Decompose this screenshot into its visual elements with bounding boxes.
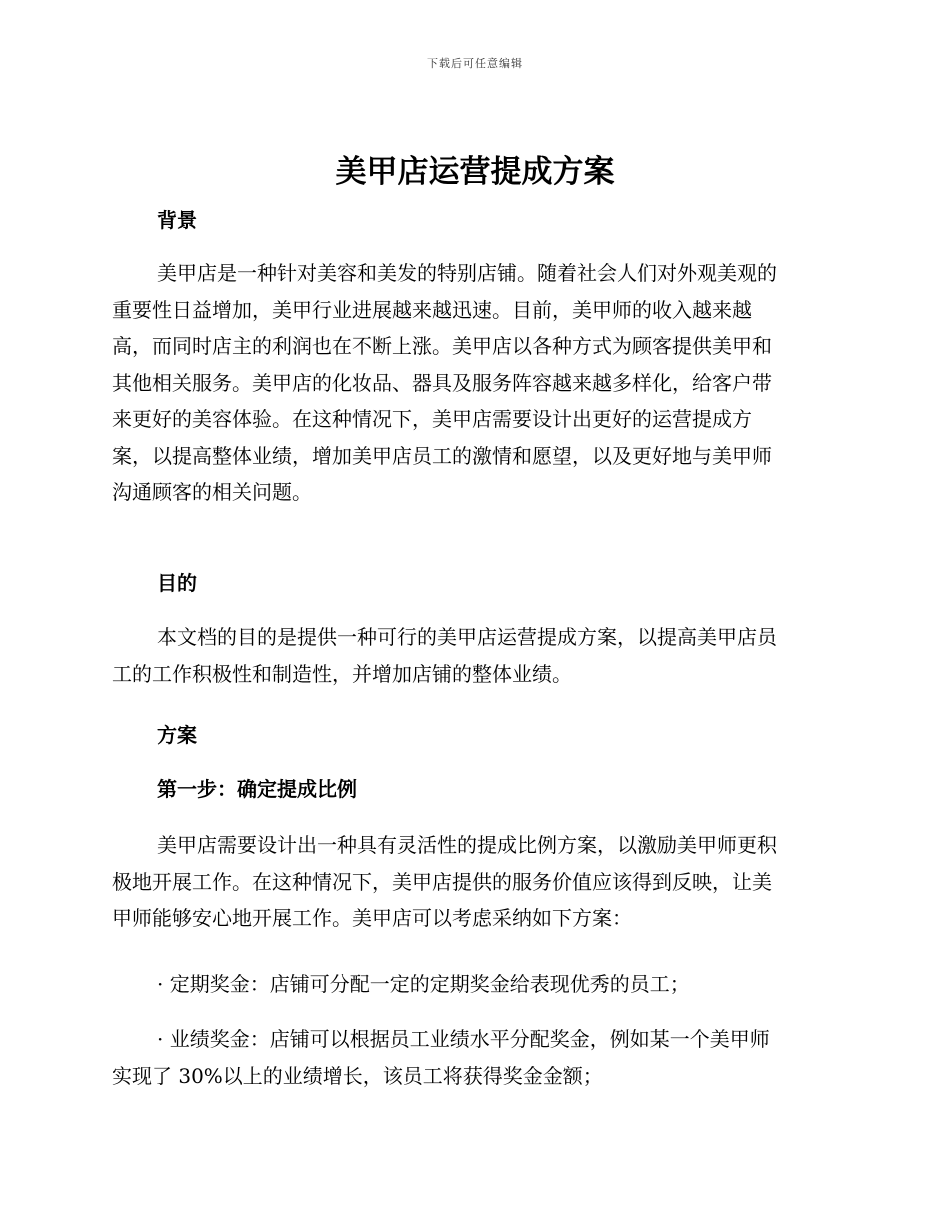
paragraph-line: 案，以提高整体业绩，增加美甲店员工的激情和愿望，以及更好地与美甲师	[112, 443, 772, 468]
paragraph-line: 美甲店是一种针对美容和美发的特别店铺。随着社会人们对外观美观的	[157, 261, 777, 285]
paragraph-line: 其他相关服务。美甲店的化妆品、器具及服务阵容越来越多样化，给客户带	[112, 370, 772, 395]
bullet-line: · 定期奖金：店铺可分配一定的定期奖金给表现优秀的员工；	[157, 972, 690, 996]
paragraph-line: 重要性日益增加，美甲行业进展越来越迅速。目前，美甲师的收入越来越	[112, 297, 752, 322]
paragraph-line: 甲师能够安心地开展工作。美甲店可以考虑采纳如下方案：	[112, 906, 632, 930]
paragraph-line: 高，而同时店主的利润也在不断上涨。美甲店以各种方式为顾客提供美甲和	[112, 334, 772, 358]
bullet-line: · 业绩奖金：店铺可以根据员工业绩水平分配奖金，例如某一个美甲师	[157, 1027, 770, 1051]
bullet-item-regular-bonus	[112, 966, 830, 1003]
paragraph-line: 本文档的目的是提供一种可行的美甲店运营提成方案，以提高美甲店员	[157, 625, 777, 649]
section-heading-background: 背景	[157, 208, 197, 232]
section-heading-purpose: 目的	[157, 571, 197, 595]
step1-paragraph	[112, 827, 830, 937]
background-paragraph	[112, 255, 830, 511]
paragraph-line: 沟通顾客的相关问题。	[112, 480, 312, 504]
subsection-heading-step1: 第一步：确定提成比例	[157, 777, 357, 801]
document-title: 美甲店运营提成方案	[335, 154, 615, 190]
purpose-paragraph	[112, 619, 830, 692]
bullet-line: 实现了 30%以上的业绩增长，该员工将获得奖金金额；	[112, 1063, 603, 1088]
paragraph-line: 极地开展工作。在这种情况下，美甲店提供的服务价值应该得到反映，让美	[112, 869, 772, 894]
paragraph-line: 工的工作积极性和制造性，并增加店铺的整体业绩。	[112, 661, 572, 686]
bullet-item-performance-bonus	[112, 1021, 830, 1094]
page-header-note: 下载后可任意编辑	[427, 57, 523, 70]
section-heading-plan: 方案	[157, 723, 197, 747]
paragraph-line: 美甲店需要设计出一种具有灵活性的提成比例方案，以激励美甲师更积	[157, 833, 777, 857]
paragraph-line: 来更好的美容体验。在这种情况下，美甲店需要设计出更好的运营提成方	[112, 407, 752, 431]
